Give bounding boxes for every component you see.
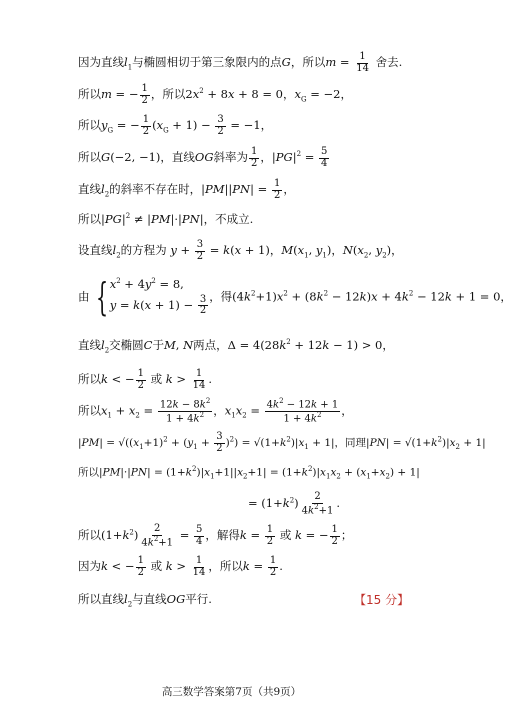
line-15: 所以$(1+k^2)$ $\frac{2}{4k^2+1}$ = $\frac{5}{4}$ ，解得k = $\frac{1}{2}$ 或 k = − $\frac{1}{2}$ ； bbox=[78, 523, 353, 548]
line-10: 所以k < − $\frac{1}{2}$ 或 k > $\frac{1}{14}$ . bbox=[78, 368, 213, 391]
page-footer: 高三数学答案第7页（共9页） bbox=[161, 686, 302, 698]
line-8: 由 { $x^2 + 4y^2 = 8$, y = k(x + 1) − $\frac{3}{2}$ ，得$(4k^2+1)x^2 + (8k^2 - 12k)x + 4k^2 - 12k + 1 = 0$， bbox=[78, 275, 512, 320]
line-1: 因为直线$l_1$与椭圆相切于第三象限内的点G，所以m = $\frac{1}{14}$ 舍去. bbox=[78, 51, 403, 74]
line-6: 所以$|PG|^2 \ne |PM|\cdot|PN|$，不成立. bbox=[78, 212, 254, 226]
line-17: 所以直线$l_2$与直线OG平行. bbox=[78, 592, 212, 609]
line-7: 设直线$l_2$的方程为 y + $\frac{3}{2}$ = k(x + 1)，$M(x_1$, $y_1$)，$N(x_2$, $y_2$)， bbox=[78, 239, 403, 262]
score-label: 【15 分】 bbox=[354, 593, 410, 607]
line-5: 直线$l_2$的斜率不存在时，|PM||PN| = $\frac{1}{2}$ ， bbox=[78, 178, 295, 201]
line-9: 直线$l_2$交椭圆C于M, N两点，$\Delta = 4(28k^2 + 12k - 1) > 0$， bbox=[78, 338, 394, 355]
line-2: 所以m = − $\frac{1}{2}$ ，所以$2x^2 + 8x + 8 = 0$，$x_G = -2$， bbox=[78, 83, 352, 106]
line-14: = $(1+k^2)$ $\frac{2}{4k^2+1}$ . bbox=[248, 491, 340, 516]
line-16: 因为k < − $\frac{1}{2}$ 或 k > $\frac{1}{14}$ ，所以k = $\frac{1}{2}$ . bbox=[78, 555, 283, 578]
line-12: $|PM| = √((x_1+1)^2 + (y_1$ + $\frac{3}{2}$ )$^2) = √(1+k^2)|x_1 + 1|$，同理$|PN| = √(1+k^2)|x_2 + 1|$ bbox=[78, 431, 486, 454]
line-11: 所以$x_1 + x_2$ = $\frac{12k - 8k^2}{1 + 4k^2}$ ，$x_1x_2$ = $\frac{4k^2 - 12k + 1}{1 + 4k^2}$ ， bbox=[78, 397, 353, 425]
line-3: 所以$y_G$ = − $\frac{1}{2}$ $(x_G + 1)$ − $\frac{3}{2}$ = −1， bbox=[78, 114, 273, 137]
line-13: 所以$|PM|\cdot|PN| = (1+k^2)|x_1+1||x_2+1| = (1+k^2)|x_1x_2 + (x_1+x_2) + 1|$ bbox=[78, 465, 420, 481]
line-4: 所以G(−2, −1)，直线OG斜率为 $\frac{1}{2}$ ，$|PG|^2$ = $\frac{5}{4}$ bbox=[78, 146, 328, 169]
